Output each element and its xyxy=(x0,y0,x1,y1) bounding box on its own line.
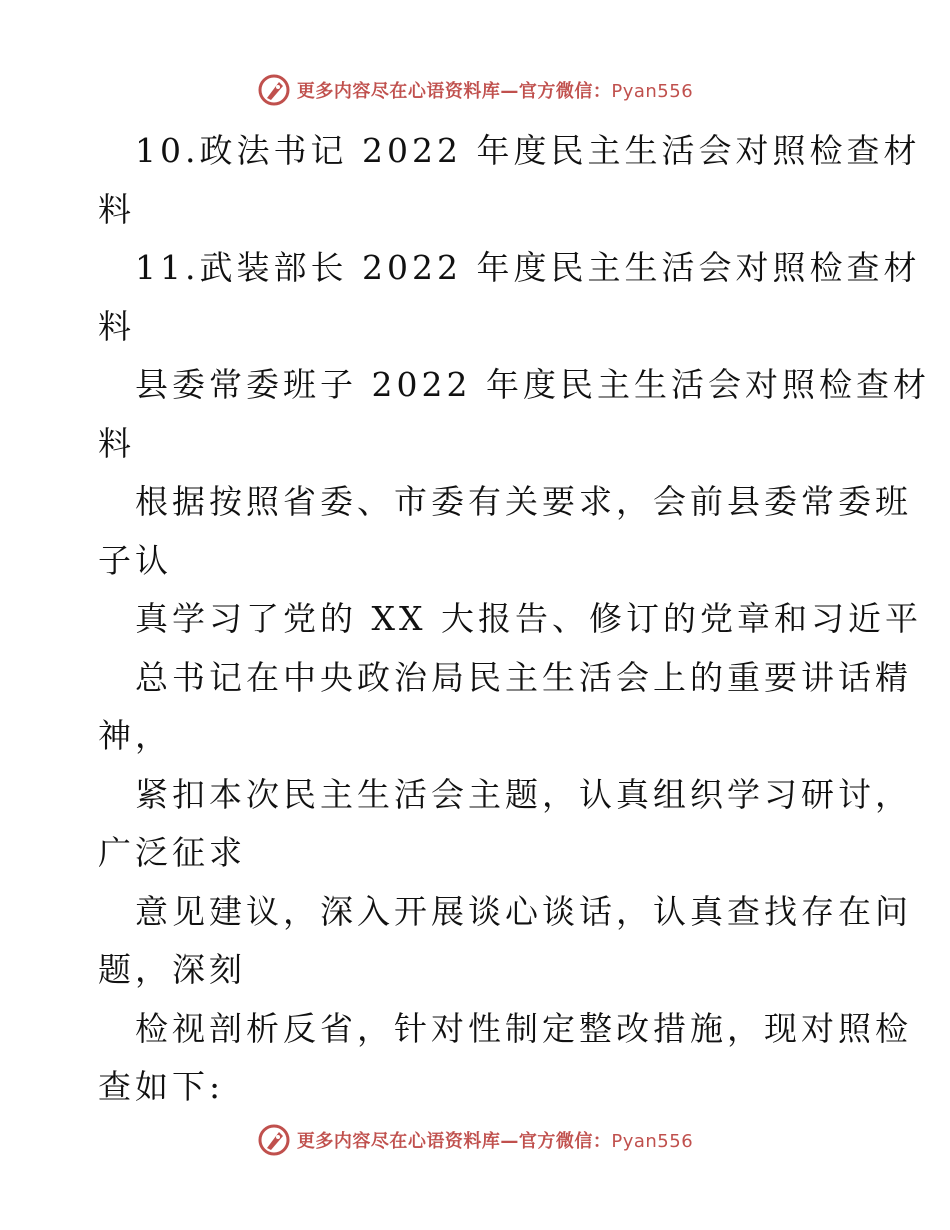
document-body xyxy=(98,122,930,1117)
text-line: 总书记在中央政治局民主生活会上的重要讲话精 xyxy=(135,657,912,697)
text-line: 11.武装部长 2022 年度民主生活会对照检查材 xyxy=(135,248,921,287)
text-line: 神， xyxy=(98,716,172,755)
banner-text: 更多内容尽在心语资料库—官方微信：Pyan556 xyxy=(296,81,694,102)
pen-nib-logo-icon xyxy=(257,1123,291,1157)
header-banner xyxy=(0,68,950,112)
text-line: 题，深刻 xyxy=(98,950,246,989)
text-line: 紧扣本次民主生活会主题，认真组织学习研讨， xyxy=(135,774,912,814)
text-line: 子认 xyxy=(98,540,172,580)
text-line: 广泛征求 xyxy=(98,833,246,872)
text-line: 10.政法书记 2022 年度民主生活会对照检查材 xyxy=(135,131,921,170)
wechat-id: Pyan556 xyxy=(611,1131,694,1152)
text-line: 意见建议，深入开展谈心谈话，认真查找存在问 xyxy=(135,891,912,931)
wechat-id: Pyan556 xyxy=(611,81,694,102)
text-line: 料 xyxy=(98,306,135,346)
banner-text: 更多内容尽在心语资料库—官方微信：Pyan556 xyxy=(296,1131,694,1152)
text-line: 真学习了党的 XX 大报告、修订的党章和习近平 xyxy=(135,599,922,638)
text-line: 根据按照省委、市委有关要求，会前县委常委班 xyxy=(135,482,912,521)
text-line: 料 xyxy=(98,189,135,229)
text-line: 查如下: xyxy=(98,1067,225,1106)
text-line: 县委常委班子 2022 年度民主生活会对照检查材 xyxy=(135,365,930,404)
footer-banner xyxy=(0,1118,950,1162)
text-line: 检视剖析反省，针对性制定整改措施，现对照检 xyxy=(135,1008,912,1048)
pen-nib-logo-icon xyxy=(257,73,291,107)
text-line: 料 xyxy=(98,423,135,463)
